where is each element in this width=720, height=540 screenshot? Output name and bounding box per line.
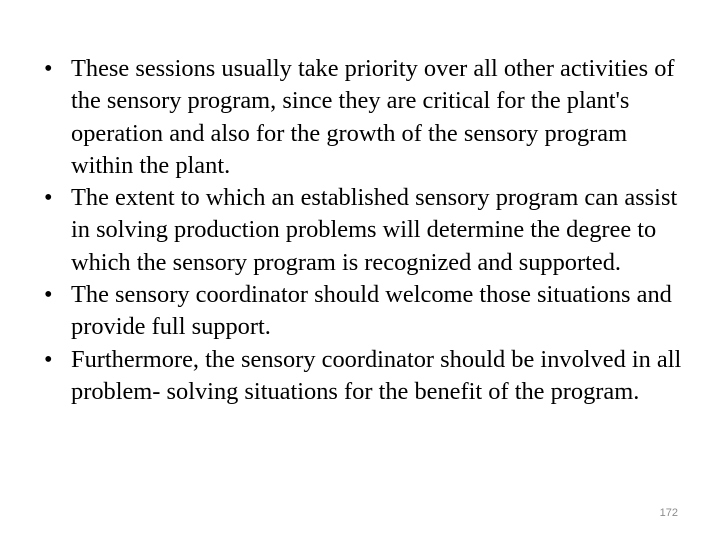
bullet-item bbox=[44, 344, 684, 409]
bullet-text: These sessions usually take priority over all other activities of the sensory program, since they are critical for the plant's operation and also for the growth of the sensory program within the plant. bbox=[71, 55, 675, 179]
bullet-marker: • bbox=[44, 184, 53, 212]
bullet-item bbox=[44, 279, 684, 344]
bullet-marker: • bbox=[44, 345, 53, 373]
bullet-marker: • bbox=[44, 55, 53, 82]
bullet-item bbox=[44, 182, 684, 279]
bullet-marker: • bbox=[44, 281, 53, 309]
bullet-list bbox=[44, 53, 684, 408]
bullet-text: Furthermore, the sensory coordinator should be involved in all problem- solving situations for the benefit of the program. bbox=[71, 345, 682, 405]
slide-number: 172 bbox=[659, 507, 678, 519]
bullet-item bbox=[44, 53, 684, 182]
bullet-text: The sensory coordinator should welcome those situations and provide full support. bbox=[71, 281, 672, 341]
bullet-text: The extent to which an established sensory program can assist in solving production problems will determine the degree to which the sensory program is recognized and supported. bbox=[71, 184, 678, 276]
